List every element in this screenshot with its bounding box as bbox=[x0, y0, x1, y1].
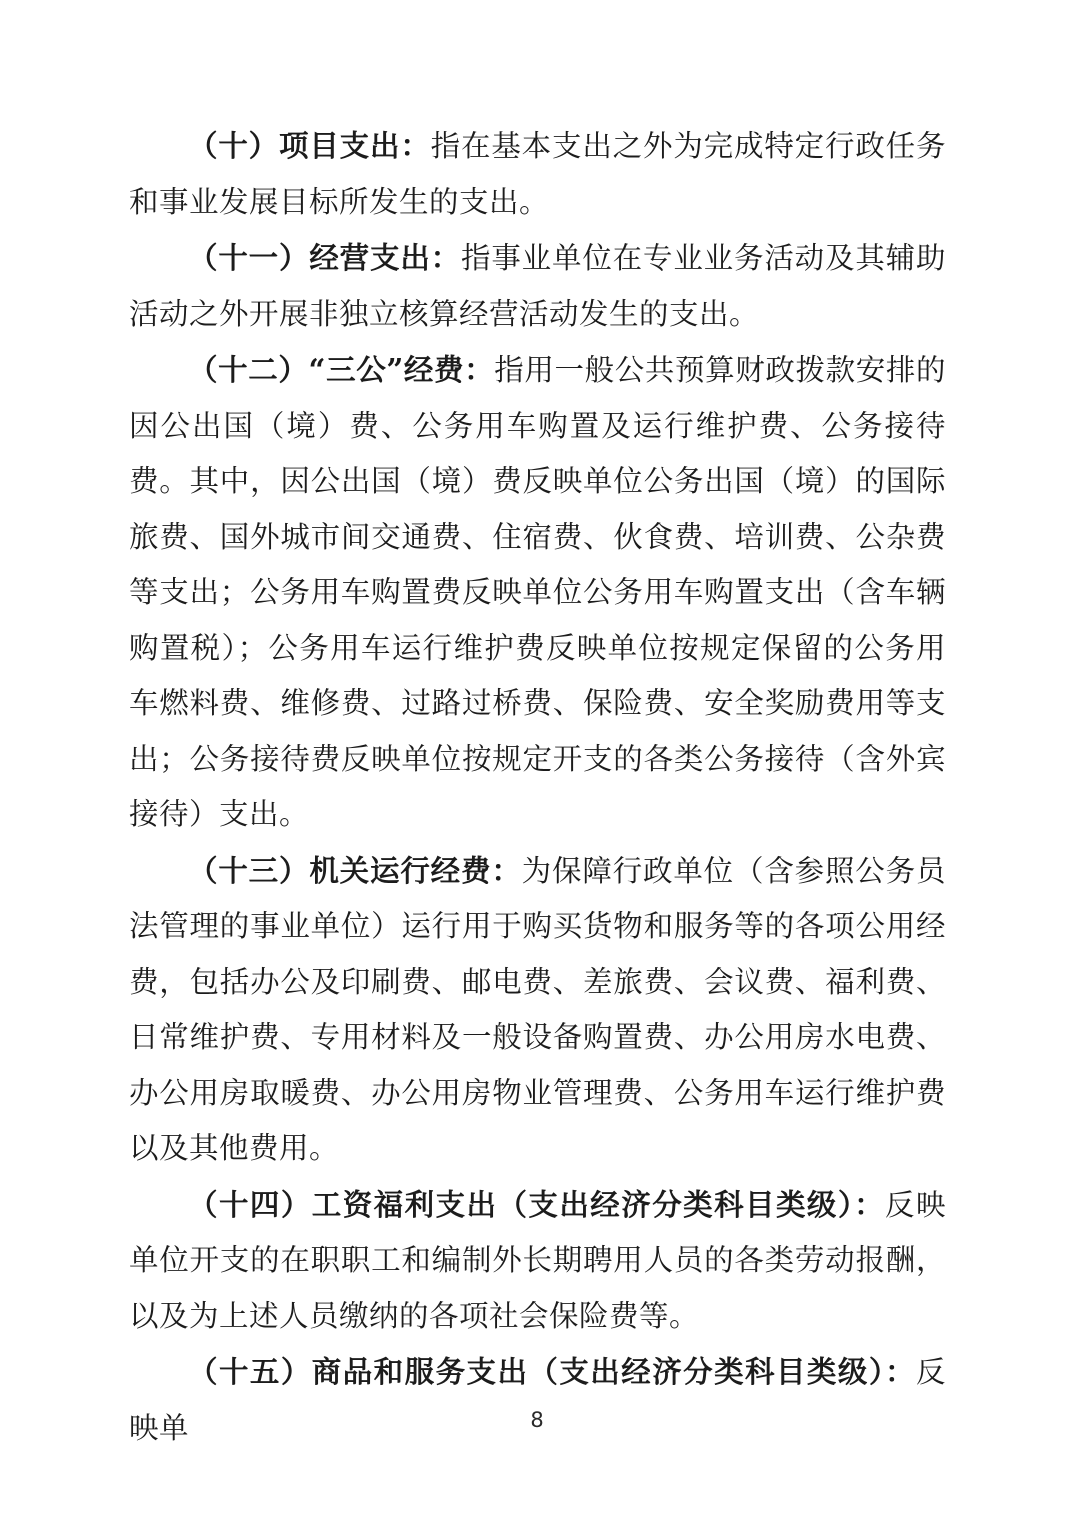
page-number: 8 bbox=[530, 1408, 544, 1432]
paragraph-text: 指事业单位在专业业务活动及其辅助活动之外开展非独立核算经营活动发生的支出。 bbox=[129, 241, 946, 331]
paragraph-item-15 bbox=[129, 1344, 946, 1456]
paragraph-lead: （十）项目支出： bbox=[188, 128, 431, 163]
paragraph-item-14 bbox=[129, 1177, 946, 1345]
paragraph-text: 反映单 bbox=[129, 1355, 946, 1445]
document-body bbox=[129, 118, 946, 1456]
paragraph-lead: （十一）经营支出： bbox=[188, 240, 461, 275]
paragraph-text: 指在基本支出之外为完成特定行政任务和事业发展目标所发生的支出。 bbox=[129, 129, 946, 219]
paragraph-item-12 bbox=[129, 342, 946, 843]
paragraph-text: 反映单位开支的在职职工和编制外长期聘用人员的各类劳动报酬，以及为上述人员缴纳的各项社会保险费等。 bbox=[129, 1187, 946, 1333]
paragraph-lead: （十四）工资福利支出（支出经济分类科目类级）： bbox=[188, 1186, 886, 1222]
paragraph-lead: （十二）“三公”经费： bbox=[188, 352, 495, 387]
paragraph-text: 为保障行政单位（含参照公务员法管理的事业单位）运行用于购买货物和服务等的各项公用经费，包括办公及印刷费、邮电费、差旅费、会议费、福利费、日常维护费、专用材料及一般设备购置费、办公用房水电费、办公用房取暖费、办公用房物业管理费、公务用车运行维护费以及其他费用。 bbox=[129, 853, 946, 1165]
paragraph-item-10 bbox=[129, 118, 946, 230]
paragraph-item-11 bbox=[129, 230, 946, 342]
paragraph-text: 指用一般公共预算财政拨款安排的因公出国（境）费、公务用车购置及运行维护费、公务接待费。其中，因公出国（境）费反映单位公务出国（境）的国际旅费、国外城市间交通费、住宿费、伙食费、培训费、公杂费等支出；公务用车购置费反映单位公务用车购置支出（含车辆购置税）；公务用车运行维护费反映单位按规定保留的公务用车燃料费、维修费、过路过桥费、保险费、安全奖励费用等支出；公务接待费反映单位按规定开支的各类公务接待（含外宾接待）支出。 bbox=[129, 353, 946, 831]
paragraph-lead: （十五）商品和服务支出（支出经济分类科目类级）： bbox=[188, 1354, 916, 1389]
paragraph-lead: （十三）机关运行经费： bbox=[188, 852, 522, 888]
paragraph-item-13 bbox=[129, 843, 946, 1177]
